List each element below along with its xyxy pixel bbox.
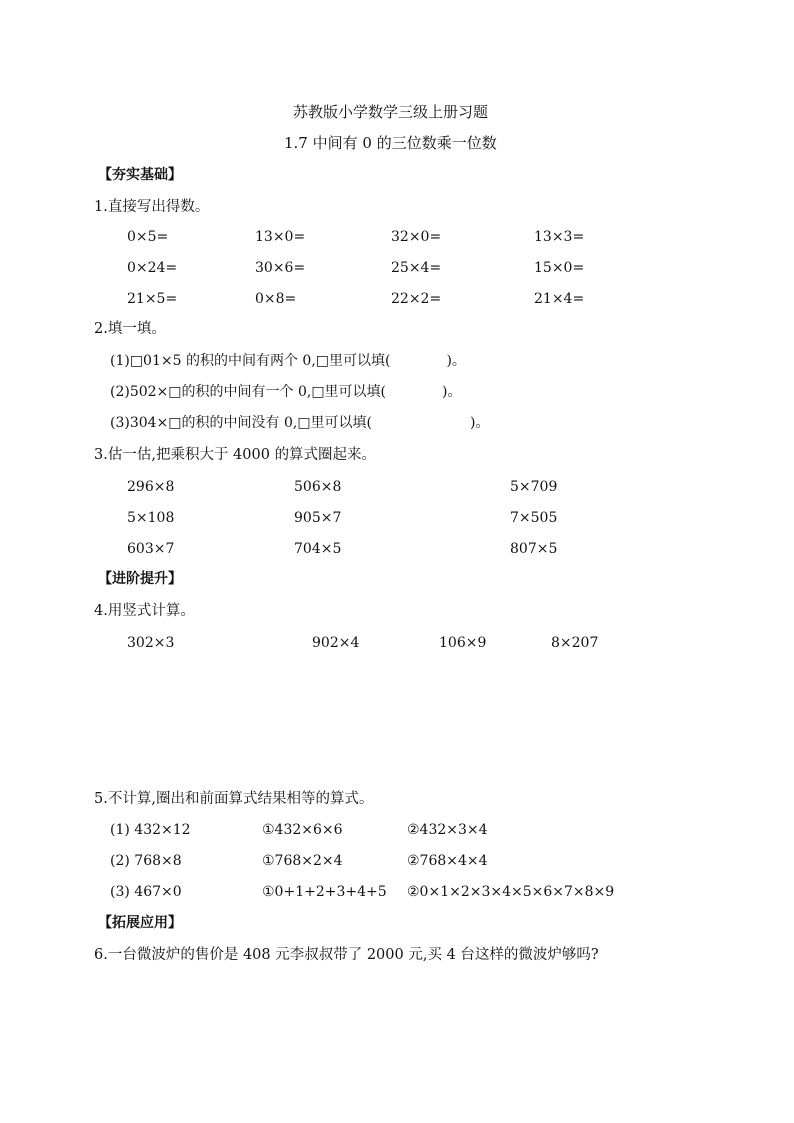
q3-cell: 296×8 [127, 479, 175, 495]
q5-cell: (2) 768×8 [110, 853, 182, 869]
q1-cell: 25×4= [391, 260, 442, 276]
q2-item: (2)502×□的积的中间有一个 0,□里可以填( )。 [110, 384, 462, 400]
q3-cell: 905×7 [294, 510, 342, 526]
q1-cell: 13×3= [534, 229, 585, 245]
q5-cell: ①0+1+2+3+4+5 [262, 884, 387, 900]
question-1-prompt: 1.直接写出得数。 [94, 199, 210, 215]
page-subtitle: 1.7 中间有 0 的三位数乘一位数 [284, 134, 497, 152]
q5-cell: ②768×4×4 [407, 853, 488, 869]
question-3-prompt: 3.估一估,把乘积大于 4000 的算式圈起来。 [94, 447, 377, 463]
section-heading-extension: 【拓展应用】 [98, 915, 182, 931]
question-5-prompt: 5.不计算,圈出和前面算式结果相等的算式。 [94, 791, 374, 807]
q1-cell: 0×24= [127, 260, 178, 276]
q1-cell: 0×5= [127, 229, 169, 245]
q3-cell: 7×505 [510, 510, 558, 526]
q2-item: (3)304×□的积的中间没有 0,□里可以填( )。 [110, 415, 490, 431]
q4-item: 902×4 [312, 635, 360, 651]
q4-item: 8×207 [551, 635, 599, 651]
q3-cell: 5×108 [127, 510, 175, 526]
q5-cell: (1) 432×12 [110, 822, 191, 838]
question-4-prompt: 4.用竖式计算。 [94, 603, 195, 619]
q3-cell: 704×5 [294, 541, 342, 557]
q3-cell: 807×5 [510, 541, 558, 557]
q3-cell: 5×709 [510, 479, 558, 495]
q5-cell: (3) 467×0 [110, 884, 182, 900]
q5-cell: ①768×2×4 [262, 853, 343, 869]
q1-cell: 22×2= [391, 291, 442, 307]
q2-item: (1)□01×5 的积的中间有两个 0,□里可以填( )。 [110, 353, 466, 369]
q1-cell: 32×0= [391, 229, 442, 245]
q5-cell: ②432×3×4 [407, 822, 488, 838]
q3-cell: 603×7 [127, 541, 175, 557]
q3-cell: 506×8 [294, 479, 342, 495]
q5-cell: ②0×1×2×3×4×5×6×7×8×9 [407, 884, 615, 900]
q1-cell: 15×0= [534, 260, 585, 276]
q1-cell: 0×8= [255, 291, 297, 307]
page-title: 苏教版小学数学三级上册习题 [293, 103, 489, 121]
q1-cell: 13×0= [255, 229, 306, 245]
section-heading-basic: 【夯实基础】 [98, 167, 182, 183]
question-2-prompt: 2.填一填。 [94, 321, 166, 337]
q4-item: 302×3 [127, 635, 175, 651]
section-heading-advanced: 【进阶提升】 [98, 571, 182, 587]
q5-cell: ①432×6×6 [262, 822, 343, 838]
question-6-prompt: 6.一台微波炉的售价是 408 元李叔叔带了 2000 元,买 4 台这样的微波炉够吗? [94, 947, 599, 963]
q1-cell: 21×4= [534, 291, 585, 307]
q4-item: 106×9 [439, 635, 487, 651]
q1-cell: 30×6= [255, 260, 306, 276]
q1-cell: 21×5= [127, 291, 178, 307]
